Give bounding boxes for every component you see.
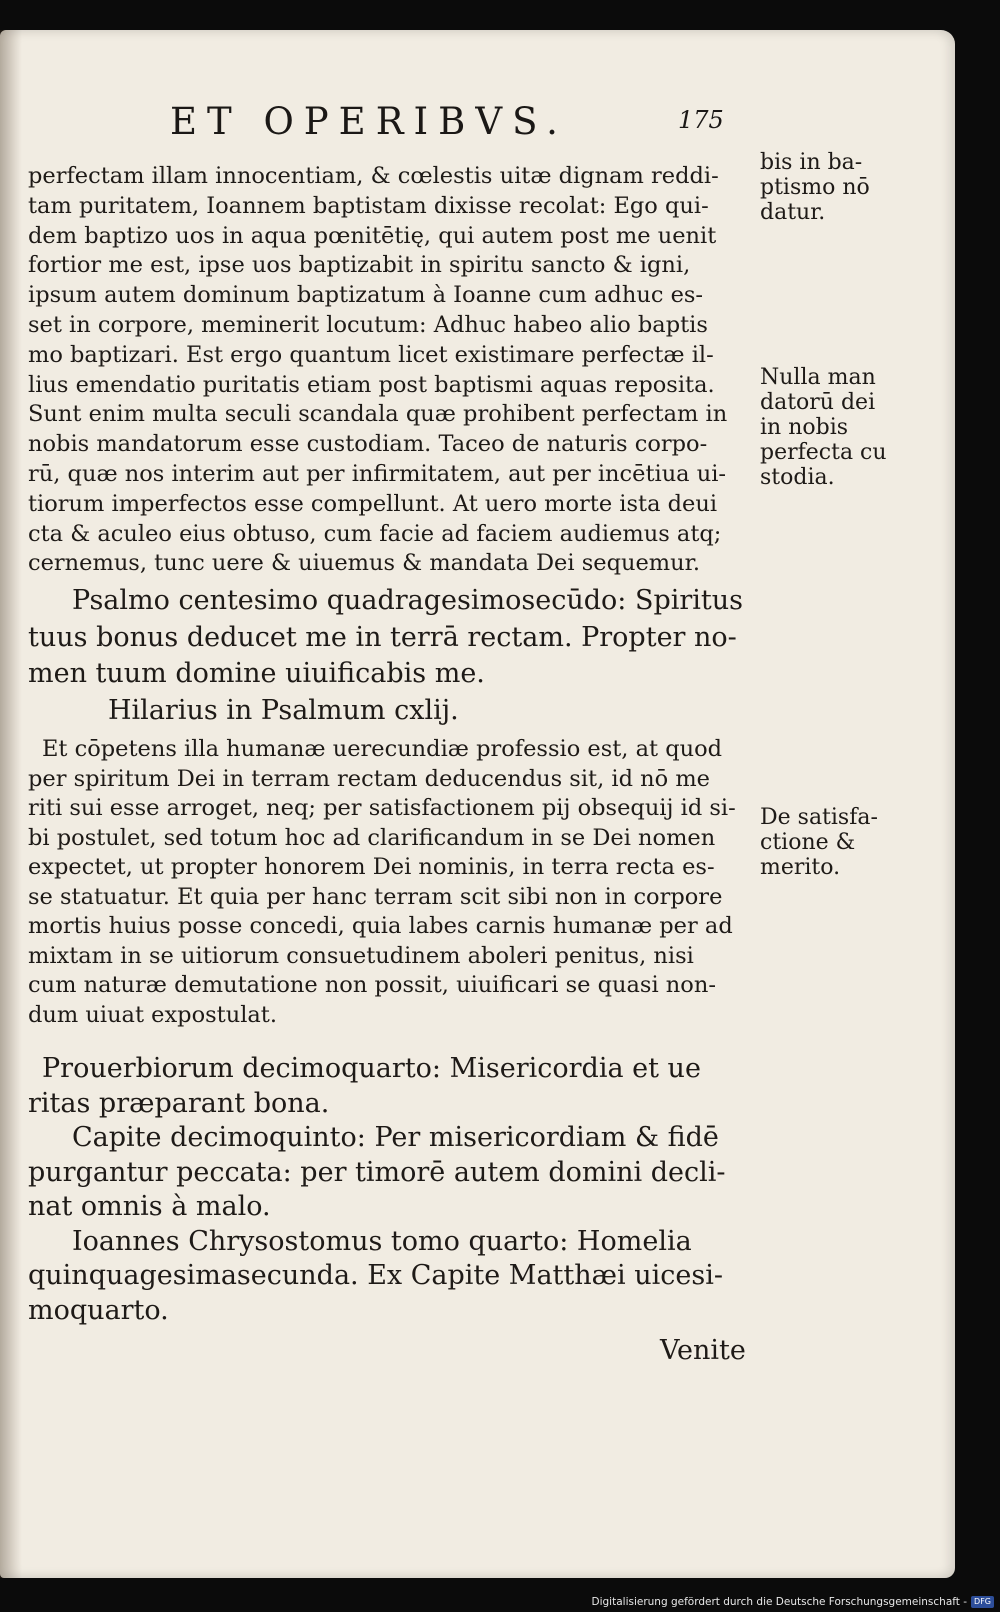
- catchword: Venite: [660, 1335, 746, 1366]
- text-line: se statuatur. Et quia per hanc terram scit sibi non in corpore: [28, 883, 723, 910]
- margin-line: ctione &: [760, 830, 856, 855]
- text-line: mixtam in se uitiorum consuetudinem aboleri penitus, nisi: [28, 942, 694, 969]
- text-line: lius emendatio puritatis etiam post baptismi aquas reposita.: [28, 371, 715, 398]
- margin-note-satisfaction: [760, 805, 900, 880]
- margin-line: perfecta cu: [760, 440, 887, 465]
- text-line: ritas præparant bona.: [28, 1087, 330, 1119]
- page-number: 175: [678, 106, 724, 134]
- text-line: mo baptizari. Est ergo quantum licet existimare perfectæ il-: [28, 341, 714, 368]
- text-line: perfectam illam innocentiam, & cœlestis uitæ dignam reddi-: [28, 163, 719, 189]
- text-line: per spiritum Dei in terram rectam deducendus sit, id nō me: [28, 765, 710, 792]
- text-line: mortis huius posse concedi, quia labes carnis humanæ per ad: [28, 913, 733, 940]
- text-line: expectet, ut propter honorem Dei nominis, in terra recta es-: [28, 854, 715, 881]
- text-line: fortior me est, ipse uos baptizabit in spiritu sancto & igni,: [28, 252, 691, 279]
- margin-note-commandments: [760, 365, 900, 490]
- running-title: ET OPERIBVS.: [170, 100, 568, 143]
- margin-line: in nobis: [760, 415, 849, 440]
- page-gutter-shadow: [0, 30, 22, 1578]
- text-block-2: [28, 735, 753, 1030]
- digitization-footer: [592, 1594, 994, 1610]
- text-line: cum naturæ demutatione non possit, uiuificari se quasi non-: [28, 972, 716, 999]
- text-line: tam puritatem, Ioannem baptistam dixisse recolat: Ego qui-: [28, 192, 709, 219]
- margin-line: ptismo nō: [760, 175, 870, 200]
- text-line: purgantur peccata: per timorē autem domini decli-: [28, 1156, 726, 1188]
- margin-line: De satisfa-: [760, 805, 878, 830]
- dfg-logo: DFG: [971, 1596, 994, 1608]
- text-line: dem baptizo uos in aqua pœnitētię, qui autem post me uenit: [28, 222, 717, 249]
- text-block-3: [28, 1052, 753, 1328]
- text-line: ipsum autem dominum baptizatum à Ioanne cum adhuc es-: [28, 282, 704, 309]
- text-line: quinquagesimasecunda. Ex Capite Matthæi uicesi-: [28, 1260, 723, 1292]
- text-line: Ioannes Chrysostomus tomo quarto: Homelia: [72, 1225, 692, 1257]
- psalm-quotation: [28, 583, 753, 729]
- text-line: men tuum domine uiuificabis me.: [28, 658, 485, 690]
- text-line: Prouerbiorum decimoquarto: Misericordia et ue: [42, 1053, 701, 1085]
- text-line: tuus bonus deducet me in terrā rectam. Propter no-: [28, 621, 737, 653]
- margin-line: bis in ba-: [760, 150, 863, 175]
- text-line: moquarto.: [28, 1294, 169, 1326]
- margin-line: datur.: [760, 200, 826, 225]
- text-line: nobis mandatorum esse custodiam. Taceo de naturis corpo-: [28, 431, 708, 458]
- text-block-1: [28, 162, 753, 579]
- margin-line: merito.: [760, 855, 841, 880]
- hilarius-heading: Hilarius in Psalmum cxlij.: [108, 694, 459, 726]
- running-header: [170, 94, 770, 144]
- text-line: bi postulet, sed totum hoc ad clarificandum in se Dei nomen: [28, 824, 716, 851]
- margin-line: Nulla man: [760, 365, 876, 390]
- text-line: tiorum imperfectos esse compellunt. At uero morte ista deui: [28, 490, 718, 517]
- margin-note-baptism: [760, 150, 900, 225]
- text-line: Psalmo centesimo quadragesimosecūdo: Spiritus: [72, 585, 744, 617]
- text-line: cta & aculeo eius obtuso, cum facie ad faciem audiemus atq;: [28, 520, 722, 547]
- book-page: [0, 30, 955, 1578]
- text-line: nat omnis à malo.: [28, 1191, 271, 1223]
- text-line: dum uiuat expostulat.: [28, 1001, 278, 1028]
- main-text-column: [28, 162, 753, 1328]
- footer-text: Digitalisierung gefördert durch die Deutsche Forschungsgemeinschaft -: [591, 1596, 968, 1608]
- text-line: set in corpore, meminerit locutum: Adhuc habeo alio baptis: [28, 311, 708, 338]
- text-line: riti sui esse arroget, neq; per satisfactionem pij obsequij id si-: [28, 795, 736, 822]
- text-line: rū, quæ nos interim aut per infirmitatem, aut per incētiua ui-: [28, 460, 727, 487]
- text-line: cernemus, tunc uere & uiuemus & mandata Dei sequemur.: [28, 550, 701, 577]
- margin-line: datorū dei: [760, 390, 876, 415]
- margin-line: stodia.: [760, 465, 835, 490]
- text-line: Sunt enim multa seculi scandala quæ prohibent perfectam in: [28, 401, 728, 428]
- text-line: Capite decimoquinto: Per misericordiam & fidē: [72, 1122, 719, 1154]
- text-line: Et cōpetens illa humanæ uerecundiæ professio est, at quod: [42, 736, 723, 763]
